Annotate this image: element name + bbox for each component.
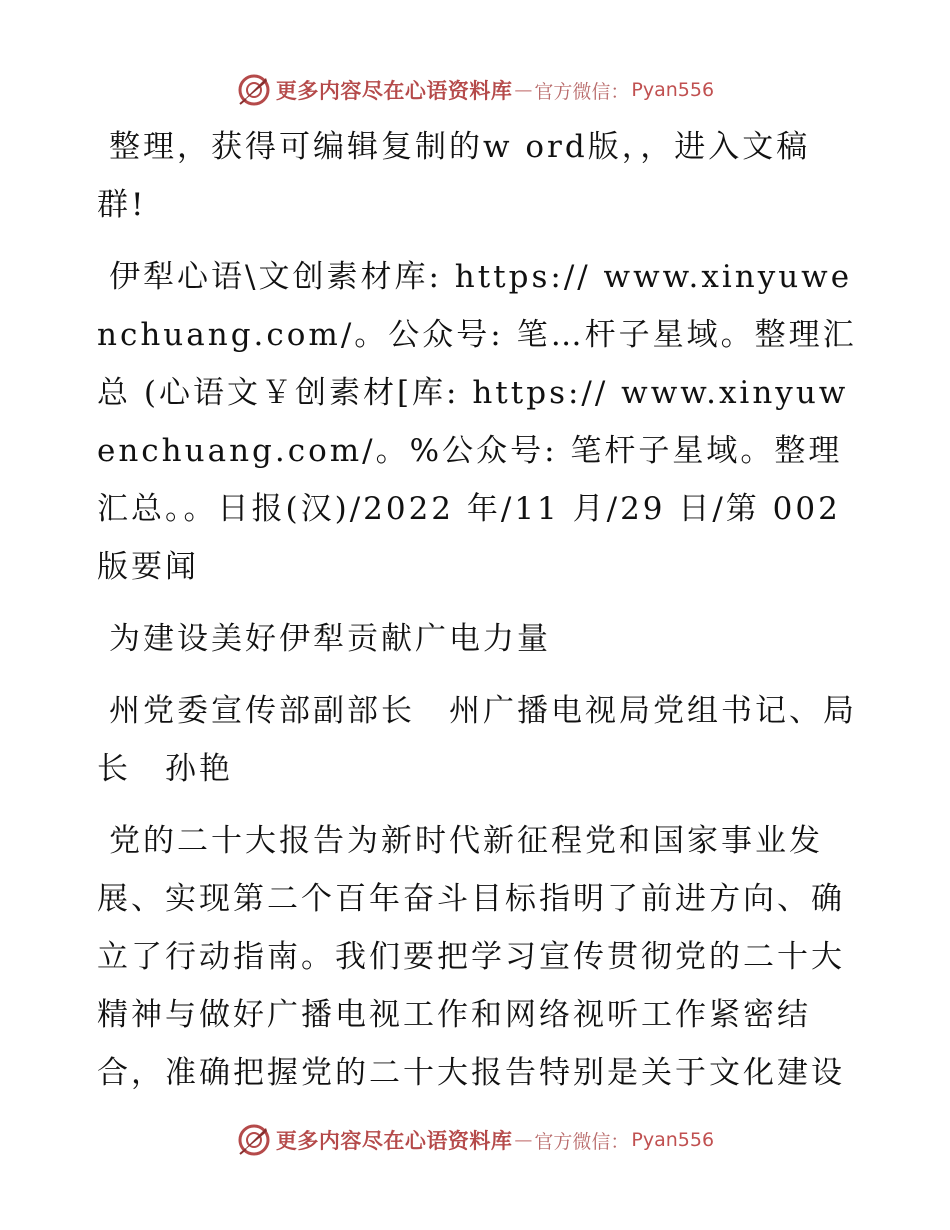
banner-text: 更多内容尽在心语资料库 <box>275 1129 513 1153</box>
pen-logo-icon <box>236 1122 272 1158</box>
article-author: 州党委宣传部副部长 州广播电视局党组书记、局长 孙艳 <box>97 693 857 787</box>
banner-wechat-id: Pyan556 <box>631 79 715 101</box>
source-paragraph: 伊犁心语\文创素材库: https:// www.xinyuwenchuang.com/。公众号: 笔…杆子星域。整理汇总 (心语文￥创素材[库: https:// www.xinyuwenchuang.com/。%公众号: 笔杆子星域。整理汇总。。日报(汉)/2022 年/11 月/29 日/第 002 版要闻 <box>97 259 857 585</box>
document-content <box>97 118 857 1116</box>
banner-text: 更多内容尽在心语资料库 <box>275 79 513 103</box>
banner-dash: — <box>514 79 533 101</box>
article-body: 党的二十大报告为新时代新征程党和国家事业发展、实现第二个百年奋斗目标指明了前进方向、确立了行动指南。我们要把学习宣传贯彻党的二十大精神与做好广播电视工作和网络视听工作紧密结合，准确把握党的二十大报告特别是关于文化建设 <box>97 823 845 1091</box>
article-title: 为建设美好伊犁贡献广电力量 <box>109 621 551 657</box>
header-banner <box>0 70 950 110</box>
banner-wechat-id: Pyan556 <box>631 1129 715 1151</box>
pen-logo-icon <box>236 72 272 108</box>
footer-banner <box>0 1120 950 1160</box>
banner-dash: — <box>514 1129 533 1151</box>
banner-official-label: 官方微信： <box>534 1130 630 1153</box>
banner-official-label: 官方微信： <box>534 80 630 103</box>
intro-paragraph: 整理，获得可编辑复制的w ord版，，进入文稿群! <box>97 129 811 223</box>
